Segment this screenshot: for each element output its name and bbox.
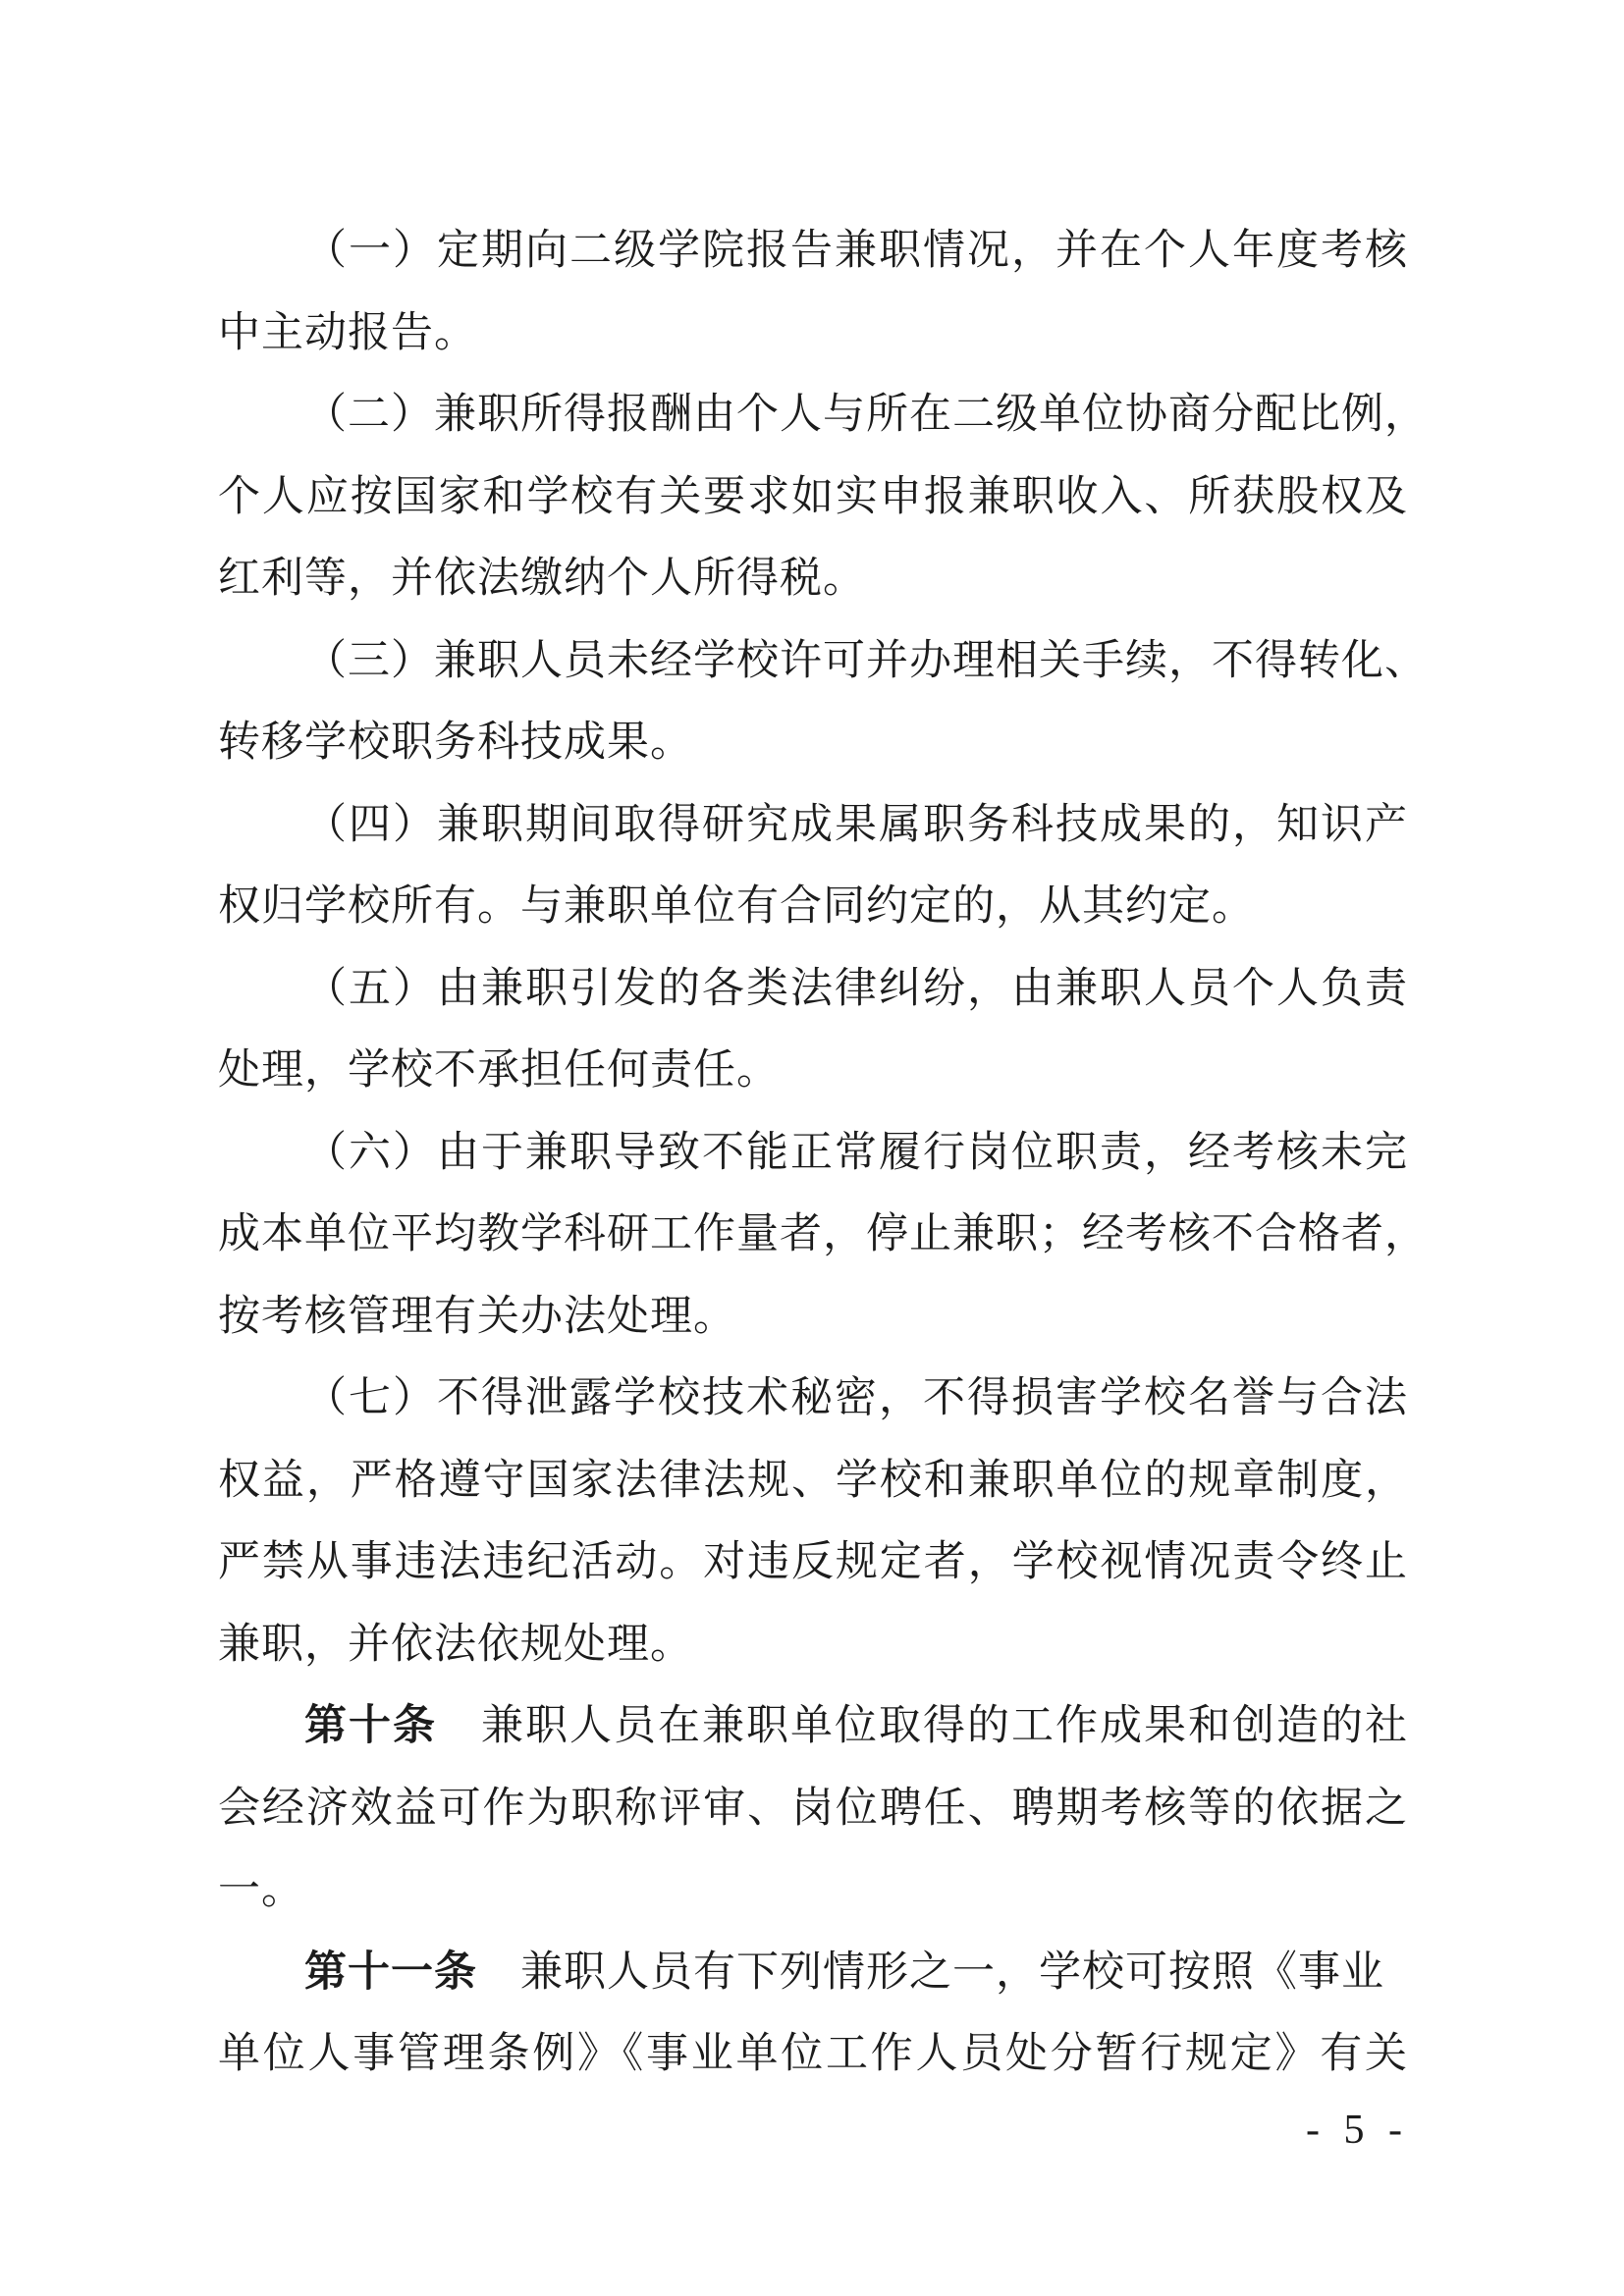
clause-1-line-1: （一）定期向二级学院报告兼职情况，并在个人年度考核: [304, 228, 1408, 274]
clause-2-line-3: 红利等，并依法缴纳个人所得税。: [218, 556, 866, 602]
article-11-heading: 第十一条: [304, 1949, 477, 1996]
article-10-heading: 第十条: [304, 1703, 437, 1749]
article-10-line-2: 会经济效益可作为职称评审、岗位聘任、聘期考核等的依据之: [218, 1785, 1408, 1832]
article-11-line-1: [218, 1932, 1408, 2014]
clause-4-line-2: 权归学校所有。与兼职单位有合同约定的，从其约定。: [218, 883, 1255, 930]
clause-6-line-1: （六）由于兼职导致不能正常履行岗位职责，经考核未完: [304, 1129, 1408, 1176]
clause-2-line-1: （二）兼职所得报酬由个人与所在二级单位协商分配比例，: [304, 392, 1428, 438]
article-10-line-3: 一。: [218, 1867, 304, 1913]
clause-6-line-3: 按考核管理有关办法处理。: [218, 1293, 736, 1340]
clause-6-line-2: 成本单位平均教学科研工作量者，停止兼职；经考核不合格者，: [218, 1211, 1428, 1257]
clause-4-line-1: （四）兼职期间取得研究成果属职务科技成果的，知识产: [304, 801, 1408, 848]
clause-1-line-2: 中主动报告。: [218, 309, 477, 356]
clause-7-line-4: 兼职，并依法依规处理。: [218, 1621, 693, 1668]
clause-2-line-2: 个人应按国家和学校有关要求如实申报兼职收入、所获股权及: [218, 473, 1408, 520]
page-number: - 5 -: [1306, 2108, 1409, 2153]
text-block: [218, 210, 1428, 2096]
clause-5-line-1: （五）由兼职引发的各类法律纠纷，由兼职人员个人负责: [304, 965, 1408, 1012]
article-10-text: 兼职人员在兼职单位取得的工作成果和创造的社: [437, 1703, 1408, 1749]
article-11-text: 兼职人员有下列情形之一，学校可按照《事业: [477, 1949, 1384, 1996]
article-11-line-2: 单位人事管理条例》《事业单位工作人员处分暂行规定》有关: [218, 2031, 1408, 2077]
clause-7-line-3: 严禁从事违法违纪活动。对违反规定者，学校视情况责令终止: [218, 1539, 1408, 1585]
clause-7-line-1: （七）不得泄露学校技术秘密，不得损害学校名誉与合法: [304, 1375, 1408, 1421]
clause-3-line-2: 转移学校职务科技成果。: [218, 720, 693, 766]
clause-5-line-2: 处理，学校不承担任何责任。: [218, 1047, 780, 1094]
clause-7-line-2: 权益，严格遵守国家法律法规、学校和兼职单位的规章制度，: [218, 1457, 1408, 1504]
article-10-line-1: [218, 1685, 1408, 1768]
clause-3-line-1: （三）兼职人员未经学校许可并办理相关手续，不得转化、: [304, 637, 1428, 684]
